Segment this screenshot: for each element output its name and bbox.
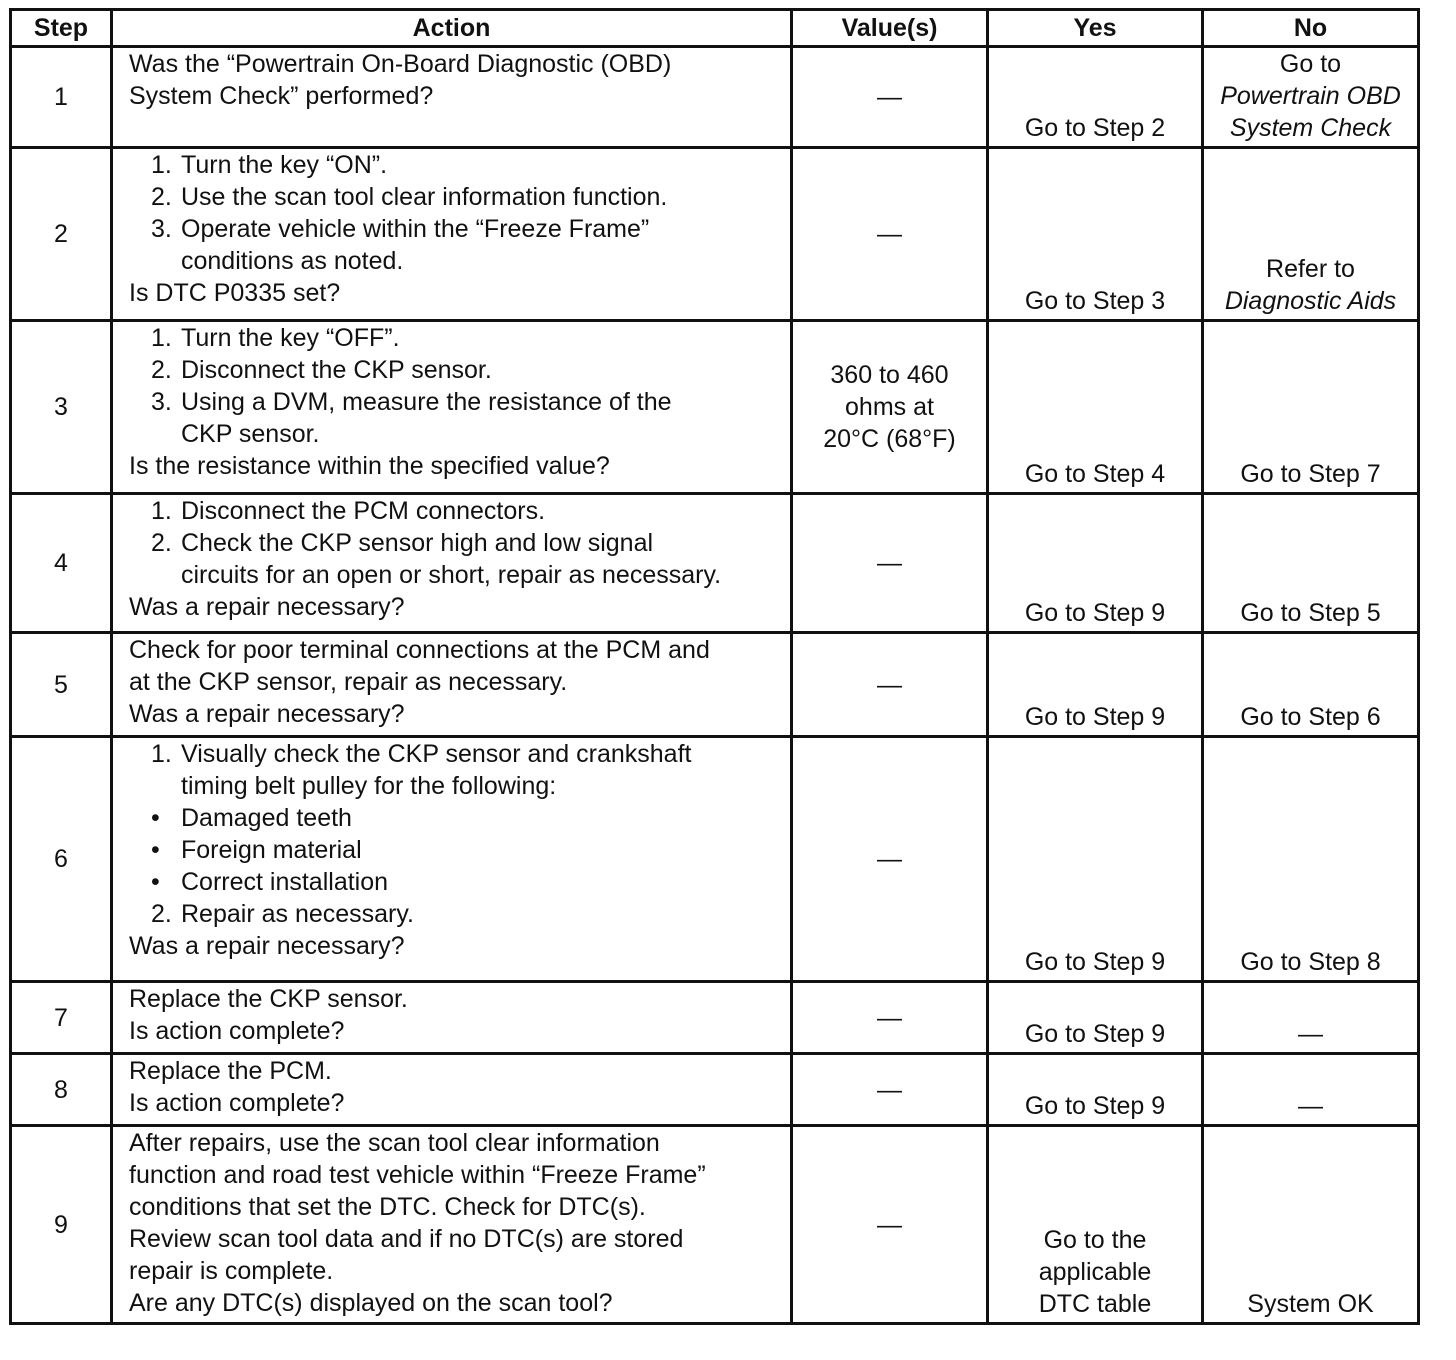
- action-line: Are any DTC(s) displayed on the scan tool?: [129, 1289, 613, 1317]
- action-line: at the CKP sensor, repair as necessary.: [129, 668, 568, 696]
- yes-cell: Go to Step 9: [988, 633, 1203, 737]
- action-line: Review scan tool data and if no DTC(s) are stored: [129, 1225, 684, 1253]
- item-number: 3.: [151, 215, 172, 243]
- item-number: 1.: [151, 497, 172, 525]
- action-cell: [112, 148, 792, 321]
- no-cell: Go to Step 8: [1203, 737, 1419, 982]
- action-line: Replace the PCM.: [129, 1057, 332, 1085]
- action-cell: [112, 982, 792, 1054]
- item-number: 1.: [151, 324, 172, 352]
- value-cell: —: [792, 633, 988, 737]
- item-continuation: timing belt pulley for the following:: [181, 772, 557, 800]
- action-line: Was a repair necessary?: [129, 700, 405, 728]
- action-cell: [112, 47, 792, 148]
- value-cell: [792, 321, 988, 494]
- no-cell: [1203, 148, 1419, 321]
- action-question: Was a repair necessary?: [129, 593, 405, 621]
- header-yes: Yes: [988, 10, 1203, 47]
- header-step: Step: [11, 10, 112, 47]
- action-line: Is action complete?: [129, 1017, 345, 1045]
- value-cell: —: [792, 1126, 988, 1324]
- action-item: [129, 527, 780, 559]
- yes-line: applicable: [1038, 1258, 1152, 1286]
- no-line: System Check: [1229, 114, 1392, 142]
- item-continuation: conditions as noted.: [181, 247, 404, 275]
- item-text: Turn the key “ON”.: [181, 151, 388, 179]
- item-continuation: CKP sensor.: [181, 420, 320, 448]
- action-item: [129, 213, 780, 245]
- item-number: 3.: [151, 388, 172, 416]
- value-cell: —: [792, 494, 988, 633]
- header-values: Value(s): [792, 10, 988, 47]
- item-text: Repair as necessary.: [181, 900, 414, 928]
- action-item: [129, 322, 780, 354]
- bullet-item: [129, 802, 780, 834]
- value-cell: —: [792, 737, 988, 982]
- table-row: [11, 47, 1419, 148]
- action-line: Replace the CKP sensor.: [129, 985, 408, 1013]
- item-text: Using a DVM, measure the resistance of the: [181, 388, 672, 416]
- bullet-icon: •: [151, 804, 160, 832]
- item-text: Visually check the CKP sensor and crankshaft: [181, 740, 692, 768]
- yes-line: DTC table: [1038, 1290, 1152, 1318]
- table-row: [11, 148, 1419, 321]
- value-cell: —: [792, 47, 988, 148]
- table-row: [11, 1126, 1419, 1324]
- action-cell: [112, 737, 792, 982]
- item-text: Operate vehicle within the “Freeze Frame”: [181, 215, 650, 243]
- value-line: ohms at: [845, 393, 934, 421]
- action-question: Was a repair necessary?: [129, 932, 405, 960]
- item-number: 2.: [151, 356, 172, 384]
- item-number: 1.: [151, 151, 172, 179]
- action-item: [129, 149, 780, 181]
- diagnostic-table: [9, 8, 1420, 1325]
- no-cell: Go to Step 7: [1203, 321, 1419, 494]
- step-number: 5: [11, 633, 112, 737]
- yes-cell: Go to Step 2: [988, 47, 1203, 148]
- action-line: System Check” performed?: [129, 82, 434, 110]
- no-line: Diagnostic Aids: [1224, 287, 1397, 315]
- header-row: [11, 10, 1419, 47]
- action-cell: [112, 321, 792, 494]
- bullet-text: Damaged teeth: [181, 804, 352, 832]
- value-cell: —: [792, 982, 988, 1054]
- no-cell: —: [1203, 982, 1419, 1054]
- header-action: Action: [112, 10, 792, 47]
- no-line: Go to: [1279, 50, 1342, 78]
- step-number: 7: [11, 982, 112, 1054]
- yes-cell: Go to Step 3: [988, 148, 1203, 321]
- value-cell: —: [792, 1054, 988, 1126]
- yes-cell: Go to Step 9: [988, 1054, 1203, 1126]
- table-row: [11, 321, 1419, 494]
- action-item: [129, 898, 780, 930]
- value-line: 360 to 460: [830, 361, 949, 389]
- item-number: 2.: [151, 900, 172, 928]
- step-number: 3: [11, 321, 112, 494]
- action-line: function and road test vehicle within “Freeze Frame”: [129, 1161, 706, 1189]
- action-item: [129, 738, 780, 770]
- no-cell: System OK: [1203, 1126, 1419, 1324]
- step-number: 8: [11, 1054, 112, 1126]
- step-number: 4: [11, 494, 112, 633]
- action-line: Is action complete?: [129, 1089, 345, 1117]
- value-cell: —: [792, 148, 988, 321]
- yes-cell: Go to Step 9: [988, 737, 1203, 982]
- bullet-text: Correct installation: [181, 868, 389, 896]
- yes-line: Go to the: [1043, 1226, 1147, 1254]
- value-line: 20°C (68°F): [823, 425, 956, 453]
- action-question: Is DTC P0335 set?: [129, 279, 341, 307]
- table-row: [11, 494, 1419, 633]
- action-line: After repairs, use the scan tool clear information: [129, 1129, 660, 1157]
- step-number: 1: [11, 47, 112, 148]
- no-cell: —: [1203, 1054, 1419, 1126]
- no-cell: Go to Step 6: [1203, 633, 1419, 737]
- no-cell: [1203, 47, 1419, 148]
- bullet-item: [129, 866, 780, 898]
- item-text: Disconnect the PCM connectors.: [181, 497, 546, 525]
- action-item: [129, 181, 780, 213]
- item-text: Check the CKP sensor high and low signal: [181, 529, 654, 557]
- item-number: 1.: [151, 740, 172, 768]
- action-cell: [112, 1126, 792, 1324]
- action-cell: [112, 633, 792, 737]
- step-number: 2: [11, 148, 112, 321]
- action-cell: [112, 494, 792, 633]
- no-line: Powertrain OBD: [1220, 82, 1401, 110]
- action-line: repair is complete.: [129, 1257, 334, 1285]
- action-line: Check for poor terminal connections at the PCM and: [129, 636, 710, 664]
- action-line: Was the “Powertrain On-Board Diagnostic (OBD): [129, 50, 672, 78]
- no-cell: Go to Step 5: [1203, 494, 1419, 633]
- table-row: [11, 737, 1419, 982]
- yes-cell: Go to Step 9: [988, 982, 1203, 1054]
- bullet-text: Foreign material: [181, 836, 362, 864]
- no-line: Refer to: [1266, 255, 1355, 283]
- item-continuation: circuits for an open or short, repair as necessary.: [181, 561, 722, 589]
- table-row: [11, 1054, 1419, 1126]
- yes-cell: Go to Step 4: [988, 321, 1203, 494]
- item-text: Turn the key “OFF”.: [181, 324, 400, 352]
- item-text: Disconnect the CKP sensor.: [181, 356, 492, 384]
- item-number: 2.: [151, 183, 172, 211]
- yes-cell: [988, 1126, 1203, 1324]
- step-number: 6: [11, 737, 112, 982]
- action-question: Is the resistance within the specified value?: [129, 452, 610, 480]
- item-text: Use the scan tool clear information function.: [181, 183, 668, 211]
- action-cell: [112, 1054, 792, 1126]
- bullet-item: [129, 834, 780, 866]
- table-row: [11, 633, 1419, 737]
- table-row: [11, 982, 1419, 1054]
- item-number: 2.: [151, 529, 172, 557]
- bullet-icon: •: [151, 836, 160, 864]
- bullet-icon: •: [151, 868, 160, 896]
- action-item: [129, 386, 780, 418]
- action-item: [129, 354, 780, 386]
- header-no: No: [1203, 10, 1419, 47]
- action-item: [129, 495, 780, 527]
- step-number: 9: [11, 1126, 112, 1324]
- action-line: conditions that set the DTC. Check for DTC(s).: [129, 1193, 646, 1221]
- yes-cell: Go to Step 9: [988, 494, 1203, 633]
